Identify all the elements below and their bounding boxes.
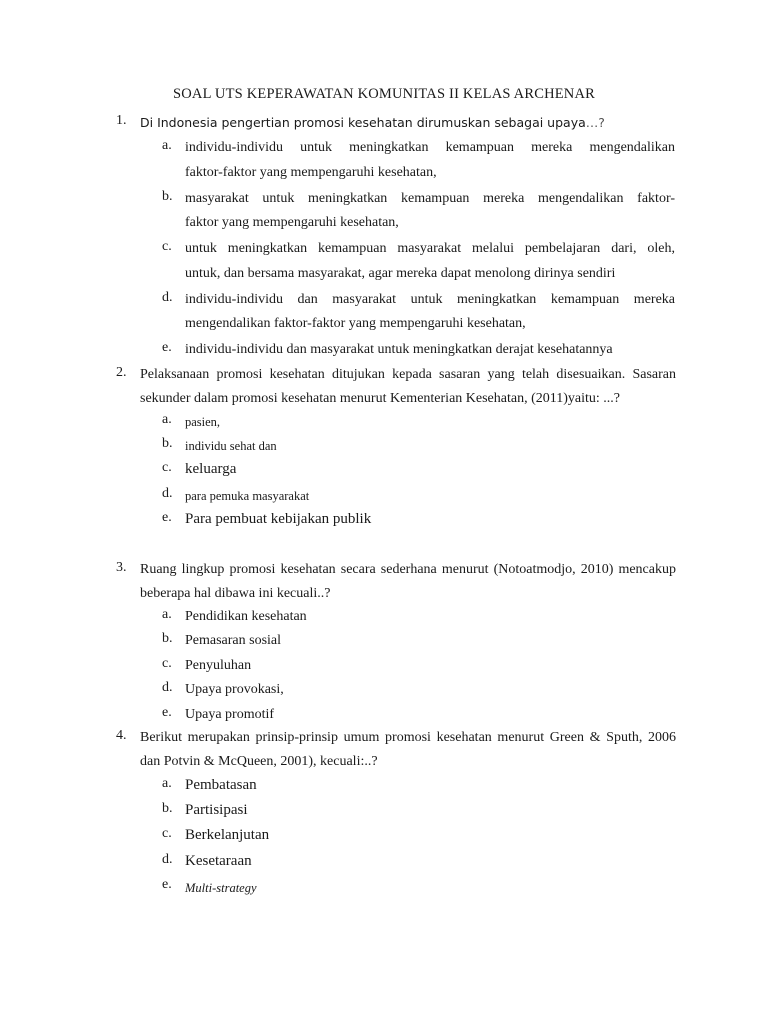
option-text: untuk meningkatkan kemampuan masyarakat melalui pembelajaran dari, oleh, xyxy=(185,241,675,256)
option-letter: e. xyxy=(162,510,172,525)
option-letter: a. xyxy=(162,776,172,791)
option-text: Upaya promotif xyxy=(185,707,275,722)
option-text: Upaya provokasi, xyxy=(185,682,284,697)
option-letter: a. xyxy=(162,412,172,427)
option-text: individu-individu dan masyarakat untuk meningkatkan kemampuan mereka xyxy=(185,292,675,307)
option-letter: b. xyxy=(162,189,173,204)
option-letter: d. xyxy=(162,680,173,695)
option-text: Para pembuat kebijakan publik xyxy=(185,511,372,527)
question-number: 1. xyxy=(116,113,127,128)
option-letter: e. xyxy=(162,705,172,720)
option-text: individu sehat dan xyxy=(185,439,277,453)
question-text: sekunder dalam promosi kesehatan menurut Kementerian Kesehatan, (2011)yaitu: ...? xyxy=(140,391,620,406)
option-text: keluarga xyxy=(185,461,237,477)
option-letter: e. xyxy=(162,340,172,355)
question-text-ellipsis: …? xyxy=(585,115,605,130)
option-letter: b. xyxy=(162,436,173,451)
option-text: para pemuka masyarakat xyxy=(185,489,310,503)
option-letter: b. xyxy=(162,801,173,816)
option-text: Pendidikan kesehatan xyxy=(185,609,307,624)
option-text: Kesetaraan xyxy=(185,853,252,869)
option-text: masyarakat untuk meningkatkan kemampuan mereka mengendalikan faktor- xyxy=(185,191,675,206)
option-letter: d. xyxy=(162,852,173,867)
option-letter: c. xyxy=(162,460,172,475)
option-text: individu-individu untuk meningkatkan kemampuan mereka mengendalikan xyxy=(185,140,675,155)
option-letter: e. xyxy=(162,877,172,892)
page-title: SOAL UTS KEPERAWATAN KOMUNITAS II KELAS ARCHENAR xyxy=(172,86,596,102)
question-text: Berikut merupakan prinsip-prinsip umum promosi kesehatan menurut Green & Sputh, 2006 xyxy=(140,730,676,745)
option-letter: c. xyxy=(162,826,172,841)
question-text: dan Potvin & McQueen, 2001), kecuali:..? xyxy=(140,754,378,769)
option-letter: d. xyxy=(162,486,173,501)
question-text: beberapa hal dibawa ini kecuali..? xyxy=(140,586,331,601)
option-text: individu-individu dan masyarakat untuk meningkatkan derajat kesehatannya xyxy=(185,342,613,357)
option-text: Pembatasan xyxy=(185,777,257,793)
option-text: Partisipasi xyxy=(185,802,248,818)
option-text: Multi-strategy xyxy=(185,881,257,895)
option-letter: b. xyxy=(162,631,173,646)
question-number: 3. xyxy=(116,560,127,575)
option-text: faktor-faktor yang mempengaruhi kesehatan, xyxy=(185,165,437,180)
option-text: mengendalikan faktor-faktor yang mempengaruhi kesehatan, xyxy=(185,316,526,331)
option-text: Pemasaran sosial xyxy=(185,633,282,648)
option-text: faktor yang mempengaruhi kesehatan, xyxy=(185,215,399,230)
option-letter: c. xyxy=(162,239,172,254)
option-letter: a. xyxy=(162,138,172,153)
question-number: 4. xyxy=(116,728,127,743)
question-text-line: Di Indonesia pengertian promosi kesehatan dirumuskan sebagai upaya xyxy=(140,115,586,130)
option-letter: a. xyxy=(162,607,172,622)
option-letter: d. xyxy=(162,290,173,305)
question-text xyxy=(140,113,676,133)
question-number: 2. xyxy=(116,365,127,380)
option-text: Berkelanjutan xyxy=(185,827,270,843)
option-text: pasien, xyxy=(185,415,221,429)
question-text: Pelaksanaan promosi kesehatan ditujukan kepada sasaran yang telah disesuaikan. Sasaran xyxy=(140,367,676,382)
option-text: untuk, dan bersama masyarakat, agar mereka dapat menolong dirinya sendiri xyxy=(185,266,616,281)
question-text: Ruang lingkup promosi kesehatan secara sederhana menurut (Notoatmodjo, 2010) mencakup xyxy=(140,562,676,577)
option-letter: c. xyxy=(162,656,172,671)
option-text: Penyuluhan xyxy=(185,658,252,673)
